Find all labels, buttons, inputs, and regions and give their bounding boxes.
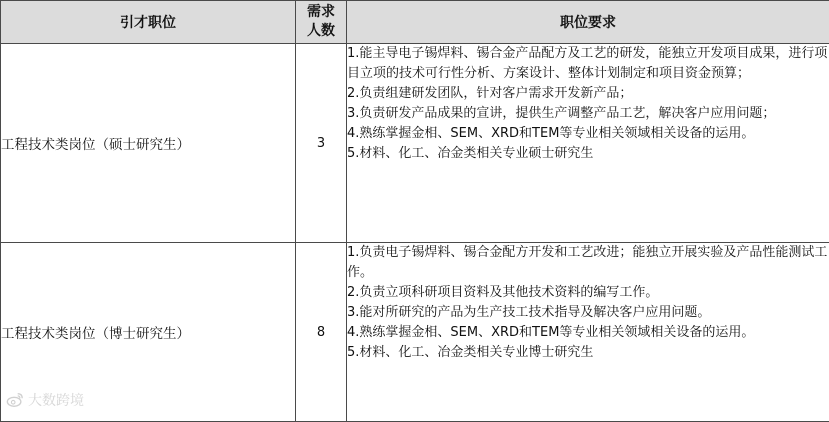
requirement-item: 5.材料、化工、冶金类相关专业博士研究生 (347, 343, 829, 363)
requirement-item: 1.能主导电子锡焊料、锡合金产品配方及工艺的研发，能独立开发项目成果，进行项目立项的技术可行性分析、方案设计、整体计划制定和项目资金预算； (347, 44, 829, 84)
cell-requirements (347, 243, 829, 422)
header-count-line1: 需求 (296, 3, 346, 22)
header-count-line2: 人数 (296, 22, 346, 41)
requirement-item: 2.负责组建研发团队，针对客户需求开发新产品； (347, 84, 829, 104)
cell-count: 3 (296, 44, 347, 243)
requirement-item: 3.负责研发产品成果的宣讲，提供生产调整产品工艺，解决客户应用问题； (347, 104, 829, 124)
header-requirements: 职位要求 (347, 1, 829, 44)
requirement-item: 1.负责电子锡焊料、锡合金配方开发和工艺改进；能独立开展实验及产品性能测试工作。 (347, 243, 829, 283)
requirement-item: 4.熟练掌握金相、SEM、XRD和TEM等专业相关领域相关设备的运用。 (347, 323, 829, 343)
header-position: 引才职位 (1, 1, 296, 44)
requirement-item: 4.熟练掌握金相、SEM、XRD和TEM等专业相关领域相关设备的运用。 (347, 124, 829, 144)
watermark-text: 大数跨境 (28, 390, 84, 410)
table-row (1, 243, 829, 422)
cell-position: 工程技术类岗位（硕士研究生） (1, 44, 296, 243)
table-header-row (1, 1, 829, 44)
cell-position: 工程技术类岗位（博士研究生） (1, 243, 296, 422)
watermark (6, 390, 84, 410)
header-count (296, 1, 347, 44)
requirement-item: 2.负责立项科研项目资料及其他技术资料的编写工作。 (347, 283, 829, 303)
cell-count: 8 (296, 243, 347, 422)
weibo-icon (6, 391, 24, 409)
requirement-item: 3.能对所研究的产品为生产技工技术指导及解决客户应用问题。 (347, 303, 829, 323)
cell-requirements (347, 44, 829, 243)
table-row (1, 44, 829, 243)
requirement-item: 5.材料、化工、冶金类相关专业硕士研究生 (347, 144, 829, 164)
